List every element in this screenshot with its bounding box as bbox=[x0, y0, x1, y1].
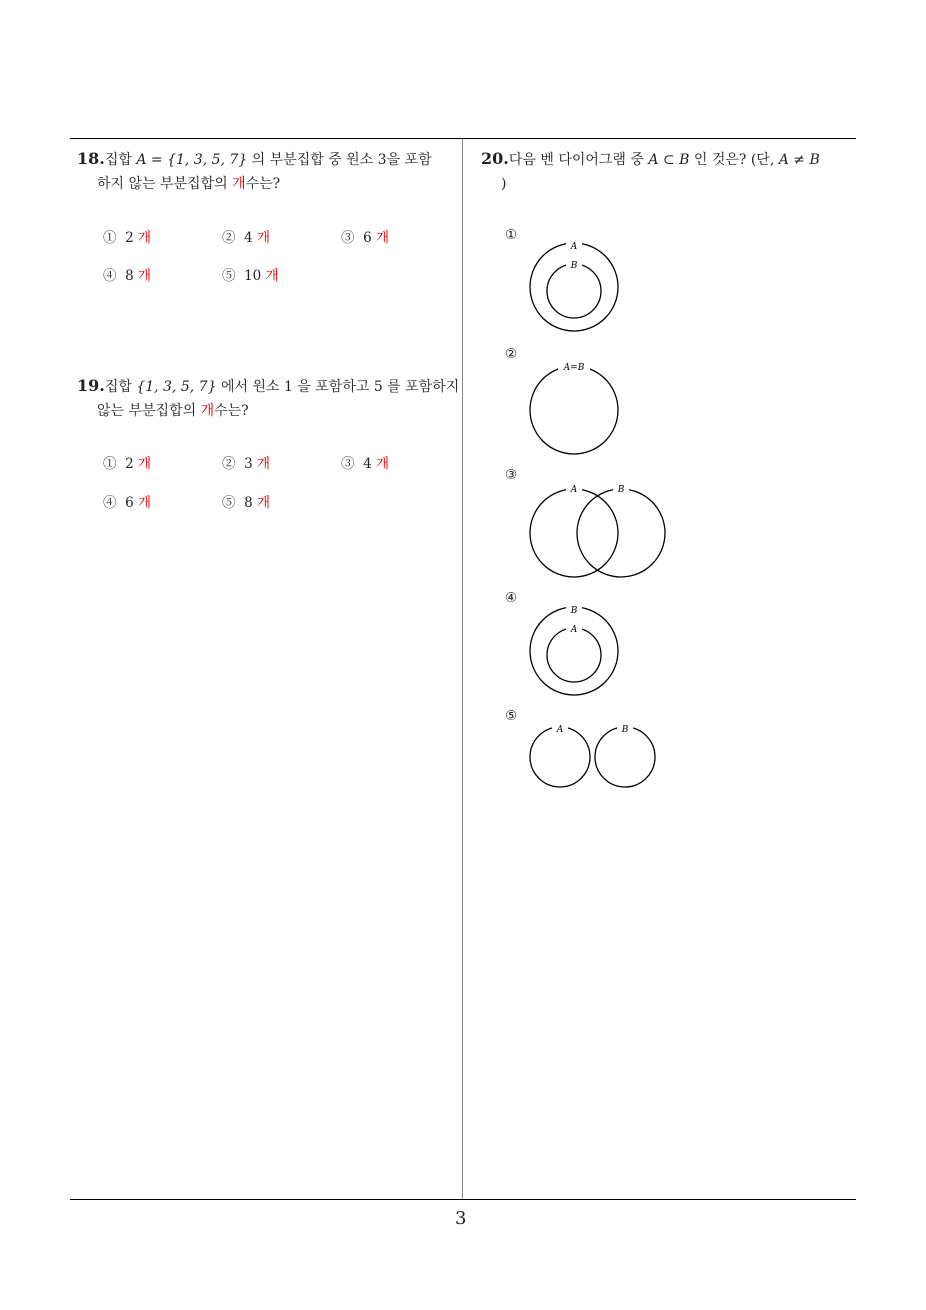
question-text: 집합 bbox=[104, 379, 137, 395]
question-number: 19. bbox=[77, 376, 105, 395]
venn-option-2[interactable] bbox=[530, 361, 618, 454]
q19-option-2[interactable]: ② 3 개 bbox=[222, 456, 271, 472]
venn-label: B bbox=[570, 606, 578, 616]
q19-option-5[interactable]: ⑤ 8 개 bbox=[222, 495, 271, 511]
venn-circle-b bbox=[595, 727, 655, 787]
page-number: 3 bbox=[455, 1208, 467, 1229]
question-text: 인 것은? (단, bbox=[689, 152, 779, 168]
venn-option-3[interactable] bbox=[530, 483, 665, 577]
set-expression: A ⊂ B bbox=[648, 152, 690, 168]
q18-option-3[interactable]: ③ 6 개 bbox=[341, 230, 390, 246]
venn-label: A bbox=[570, 242, 578, 252]
venn-circle-a bbox=[530, 489, 618, 577]
q18-option-4[interactable]: ④ 8 개 bbox=[103, 268, 152, 284]
venn-circle-a bbox=[530, 727, 590, 787]
question-text: 에서 원소 1 을 포함하고 5 를 포함하지 bbox=[216, 379, 460, 395]
venn-circle-a bbox=[547, 628, 601, 682]
venn-label: A bbox=[556, 725, 564, 735]
question-text: 다음 벤 다이어그램 중 bbox=[508, 152, 649, 168]
venn-label: A bbox=[570, 625, 578, 635]
venn-option-5[interactable] bbox=[530, 723, 655, 787]
q20-option-2-mark[interactable]: ② bbox=[505, 346, 518, 362]
venn-label: B bbox=[570, 261, 578, 271]
q20-option-3-mark[interactable]: ③ bbox=[505, 467, 518, 483]
question-text: 하지 않는 부분집합의 bbox=[97, 176, 233, 192]
question-text: 수는? bbox=[245, 176, 281, 192]
question-text: 않는 부분집합의 bbox=[97, 403, 201, 419]
set-expression: A ≠ B bbox=[778, 152, 820, 168]
q18-option-5[interactable]: ⑤ 10 개 bbox=[222, 268, 279, 284]
highlight-text: 개 bbox=[232, 176, 246, 192]
venn-label: B bbox=[617, 485, 625, 495]
question-number: 18. bbox=[77, 149, 105, 168]
question-text: 집합 bbox=[104, 152, 137, 168]
question-text: 수는? bbox=[214, 403, 249, 419]
venn-label: A=B bbox=[563, 363, 585, 373]
set-expression: {1, 3, 5, 7} bbox=[136, 379, 217, 395]
q20-option-4-mark[interactable]: ④ bbox=[505, 590, 518, 606]
venn-circle-b bbox=[577, 489, 665, 577]
venn-label: A bbox=[570, 485, 578, 495]
set-expression: A = {1, 3, 5, 7} bbox=[136, 152, 248, 168]
q19-option-4[interactable]: ④ 6 개 bbox=[103, 495, 152, 511]
venn-circle-ab bbox=[530, 366, 618, 454]
q18-option-2[interactable]: ② 4 개 bbox=[222, 230, 271, 246]
venn-option-4[interactable] bbox=[530, 604, 618, 695]
question-20-line2: ) bbox=[501, 176, 507, 192]
q19-option-1[interactable]: ① 2 개 bbox=[103, 456, 152, 472]
q20-option-5-mark[interactable]: ⑤ bbox=[505, 708, 518, 724]
venn-circle-b bbox=[547, 264, 601, 318]
question-text: 의 부분집합 중 원소 3을 포함 bbox=[247, 152, 432, 168]
highlight-text: 개 bbox=[200, 403, 215, 419]
q18-option-1[interactable]: ① 2 개 bbox=[103, 230, 152, 246]
venn-option-1[interactable] bbox=[530, 240, 618, 331]
question-number: 20. bbox=[481, 149, 509, 168]
q20-option-1-mark[interactable]: ① bbox=[505, 227, 518, 243]
venn-label: B bbox=[621, 725, 629, 735]
q19-option-3[interactable]: ③ 4 개 bbox=[341, 456, 390, 472]
